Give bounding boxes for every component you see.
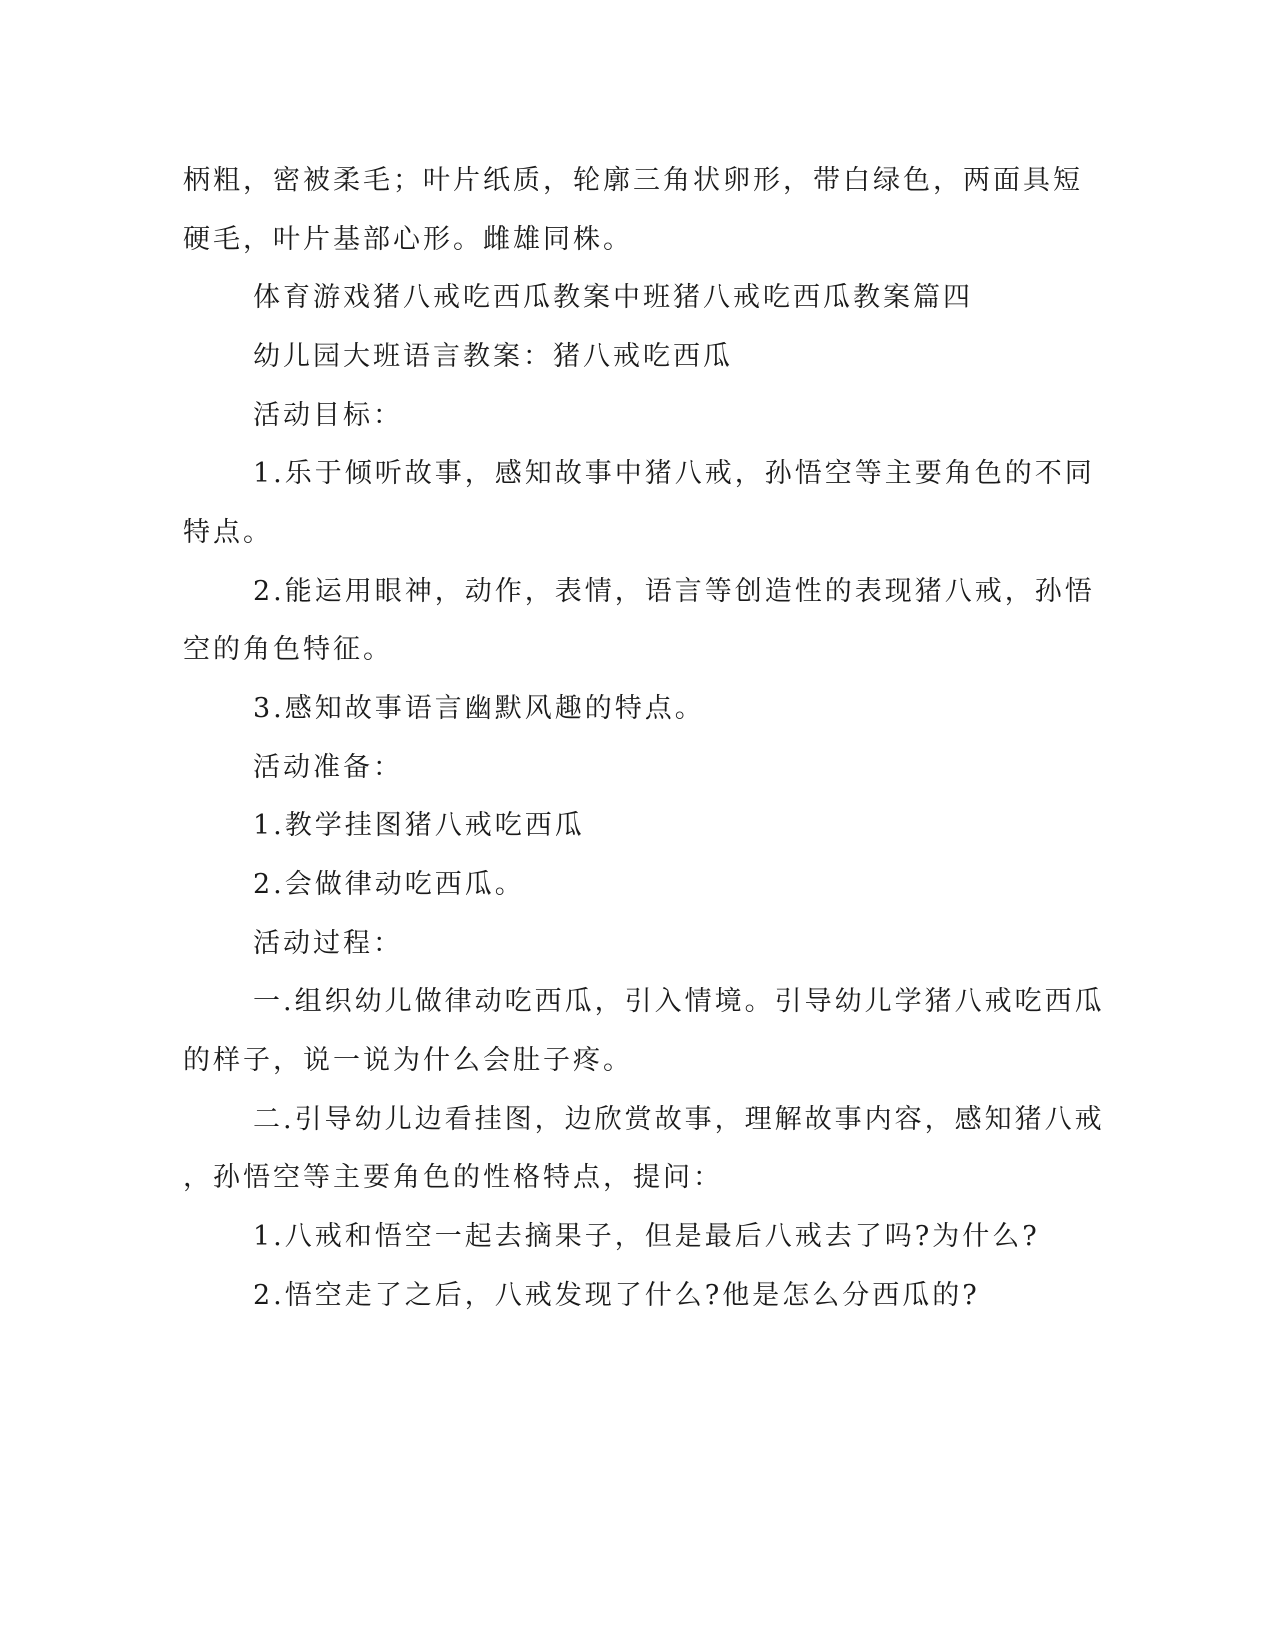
heading-process: 活动过程： xyxy=(253,928,403,959)
goal-1-line-2: 特点。 xyxy=(183,517,273,548)
prep-2: 2.会做律动吃西瓜。 xyxy=(253,869,525,900)
goal-1-line-1: 1.乐于倾听故事，感知故事中猪八戒，孙悟空等主要角色的不同 xyxy=(253,458,1095,489)
question-1: 1.八戒和悟空一起去摘果子，但是最后八戒去了吗?为什么? xyxy=(253,1221,1040,1252)
step-2-line-1: 二.引导幼儿边看挂图，边欣赏故事，理解故事内容，感知猪八戒 xyxy=(253,1104,1105,1135)
goal-2-line-1: 2.能运用眼神，动作，表情，语言等创造性的表现猪八戒，孙悟 xyxy=(253,576,1095,607)
step-1-line-1: 一.组织幼儿做律动吃西瓜，引入情境。引导幼儿学猪八戒吃西瓜 xyxy=(253,986,1105,1017)
text-line-1: 柄粗，密被柔毛；叶片纸质，轮廓三角状卵形，带白绿色，两面具短 xyxy=(183,165,1083,196)
step-1-line-2: 的样子，说一说为什么会肚子疼。 xyxy=(183,1045,633,1076)
goal-2-line-2: 空的角色特征。 xyxy=(183,634,393,665)
step-2-line-2: ，孙悟空等主要角色的性格特点，提问： xyxy=(183,1162,723,1193)
lesson-title: 幼儿园大班语言教案：猪八戒吃西瓜 xyxy=(253,341,733,372)
prep-1: 1.教学挂图猪八戒吃西瓜 xyxy=(253,810,585,841)
question-2: 2.悟空走了之后，八戒发现了什么?他是怎么分西瓜的? xyxy=(253,1280,980,1311)
heading-goals: 活动目标： xyxy=(253,400,403,431)
section-heading: 体育游戏猪八戒吃西瓜教案中班猪八戒吃西瓜教案篇四 xyxy=(253,282,973,313)
goal-3: 3.感知故事语言幽默风趣的特点。 xyxy=(253,693,705,724)
heading-preparation: 活动准备： xyxy=(253,752,403,783)
text-line-2: 硬毛，叶片基部心形。雌雄同株。 xyxy=(183,224,633,255)
